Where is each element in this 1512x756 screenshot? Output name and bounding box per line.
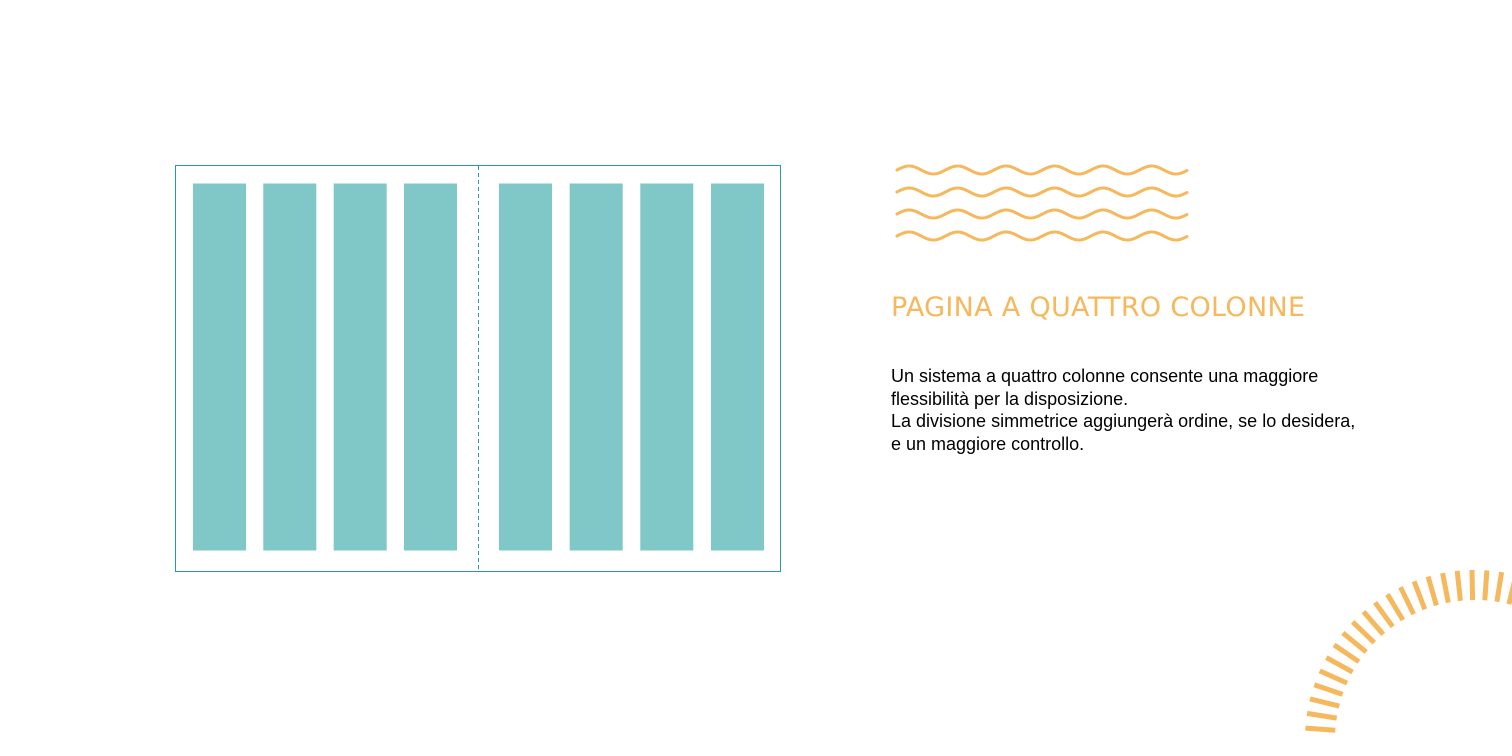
description-paragraph-2: La divisione simmetrice aggiungerà ordine, se lo desidera, e un maggiore controllo.	[891, 411, 1356, 454]
sunburst-ray	[1375, 603, 1393, 627]
sunburst-ray	[1443, 573, 1449, 603]
sunburst-ray	[1485, 570, 1487, 600]
sunburst-ray	[1497, 572, 1502, 602]
sunburst-ray	[1428, 577, 1436, 606]
description-paragraph-1: Un sistema a quattro colonne consente una maggiore flessibilità per la disposizione.	[891, 366, 1319, 409]
sunburst-ray	[1414, 581, 1425, 609]
sunburst-ray	[1457, 571, 1460, 601]
sunburst-ray	[1401, 587, 1414, 614]
sunburst-ray	[1314, 685, 1342, 695]
section-title: PAGINA A QUATTRO COLONNE	[891, 292, 1306, 323]
sunburst-ray	[1310, 699, 1339, 706]
sunburst-ray	[1307, 713, 1337, 718]
section-description	[891, 365, 1361, 455]
sunburst-ray	[1364, 612, 1384, 635]
sunburst-ray	[1334, 645, 1359, 662]
sunburst-ray	[1387, 594, 1403, 620]
sunburst-ray	[1326, 658, 1352, 673]
sunburst-ray	[1353, 622, 1375, 643]
sunburst-ray	[1305, 728, 1335, 730]
sunburst-ray	[1320, 671, 1347, 683]
sunburst-ray	[1343, 633, 1366, 652]
sunburst-ray	[1472, 570, 1473, 600]
